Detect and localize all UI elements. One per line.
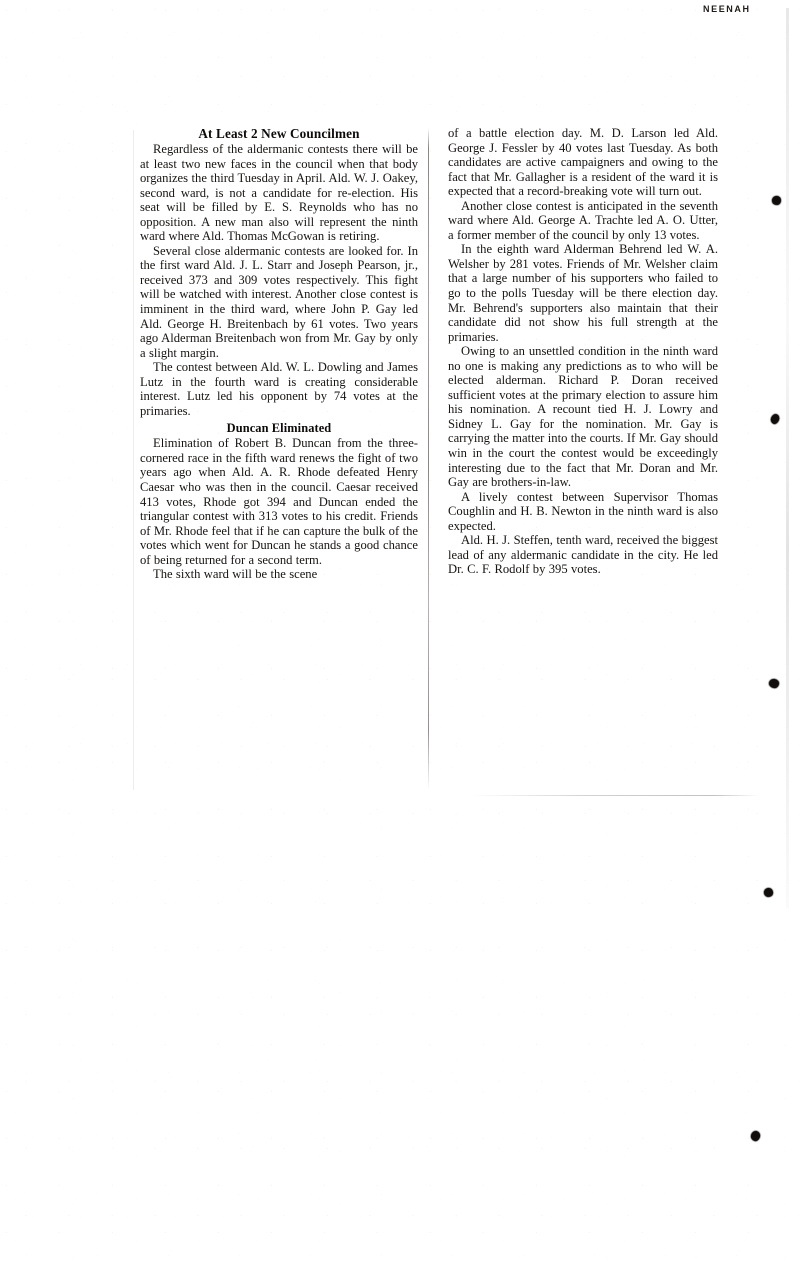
paragraph: Elimination of Robert B. Duncan from the three-cornered race in the fifth ward renews the fight of two years ago when Ald. A. R. Rhode defeated Henry Caesar who was then in the council. Caesar received 413 votes, Rhode got 394 and Duncan ended the triangular contest with 313 votes to his credit. Friends of Mr. Rhode feel that if he can capture the bulk of the votes which went for Duncan he stands a good chance of being returned for a second term. [140,436,418,567]
clipping-left-edge [133,130,134,790]
paragraph: Owing to an unsettled condition in the ninth ward no one is making any predictions as to who will be elected alderman. Richard P. Doran received sufficient votes at the primary election to assure him his nomination. A recount tied H. J. Lowry and Sidney L. Gay for the nomination. Mr. Gay is carrying the matter into the courts. If Mr. Gay should win in the court the contest would be exceedingly interesting due to the fact that Mr. Doran and Mr. Gay are brothers-in-law. [448,344,718,490]
paragraph: In the eighth ward Alderman Behrend led W. A. Welsher by 281 votes. Friends of Mr. Welsher claim that a large number of his supporters who failed to go to the polls Tuesday will be there election day. Mr. Behrend's supporters also maintain that their candidate did not show his full strength at the primaries. [448,242,718,344]
article-columns [140,126,758,798]
ink-blob-artifact [769,413,780,425]
ink-blob-artifact [771,195,782,206]
article-column-left [140,126,429,798]
neenah-location-stamp: NEENAH [703,4,751,14]
paragraph: A lively contest between Supervisor Thomas Coughlin and H. B. Newton in the ninth ward is also expected. [448,489,718,533]
ink-blob-artifact [768,678,779,688]
scan-right-edge-artifact [786,8,789,908]
ink-blob-artifact [750,1130,761,1142]
paragraph: of a battle election day. M. D. Larson led Ald. George J. Fessler by 40 votes last Tuesday. As both candidates are active campaigners and owing to the fact that Mr. Gallagher is a resident of the ward it is expected that a record-breaking vote will turn out. [448,126,718,199]
article-headline: At Least 2 New Councilmen [198,126,360,141]
paragraph: Several close aldermanic contests are looked for. In the first ward Ald. J. L. Starr and Joseph Pearson, jr., received 373 and 309 votes respectively. This fight will be watched with interest. Another close contest is imminent in the third ward, where John P. Gay led Ald. George H. Breitenbach by 61 votes. Two years ago Alderman Breitenbach won from Mr. Gay by only a slight margin. [140,243,418,360]
ink-blob-artifact [762,886,774,898]
paragraph: Ald. H. J. Steffen, tenth ward, received the biggest lead of any aldermanic candidate in the city. He led Dr. C. F. Rodolf by 395 votes. [448,533,718,577]
article-subheading: Duncan Eliminated [226,421,332,436]
paragraph: Another close contest is anticipated in the seventh ward where Ald. George A. Trachte led A. O. Utter, a former member of the council by only 13 votes. [448,198,718,242]
newspaper-clipping [140,126,758,798]
paragraph: The contest between Ald. W. L. Dowling and James Lutz in the fourth ward is creating considerable interest. Lutz led his opponent by 74 votes at the primaries. [140,360,418,418]
paragraph: Regardless of the aldermanic contests there will be at least two new faces in the council when that body organizes the third Tuesday in April. Ald. W. J. Oakey, second ward, is not a candidate for re-election. His seat will be filled by E. S. Reynolds who has no opposition. A new man also will represent the ninth ward where Ald. Thomas McGowan is retiring. [140,142,418,244]
paragraph: The sixth ward will be the scene [153,567,318,582]
article-column-right [429,126,718,798]
